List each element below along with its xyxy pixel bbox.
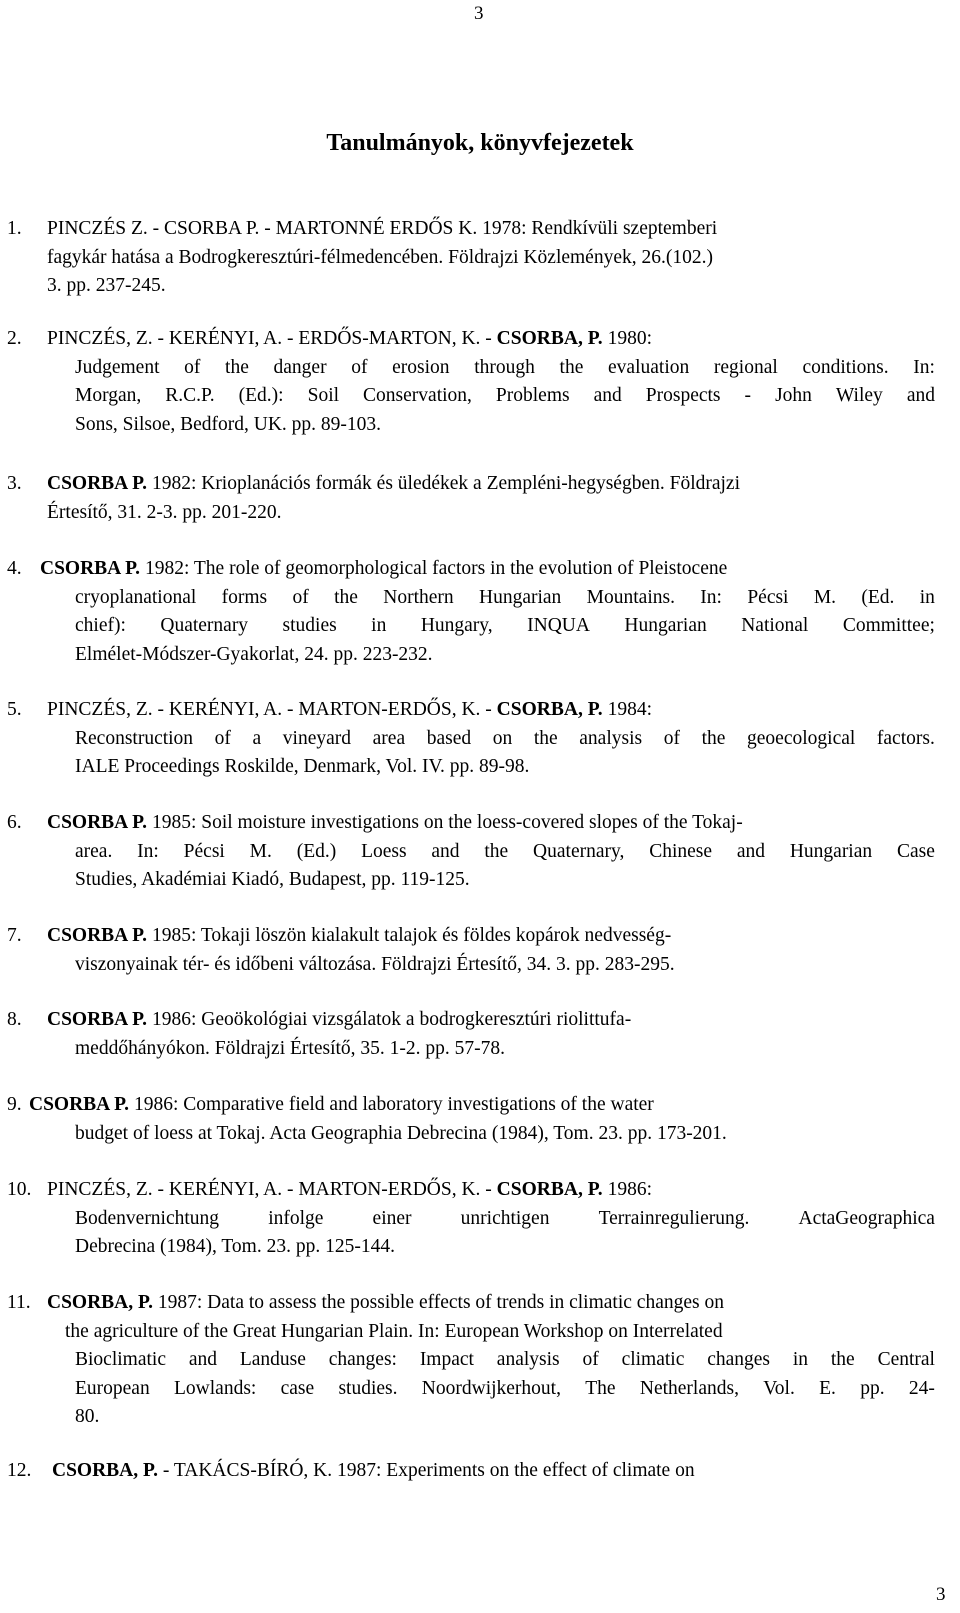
entry-authors: PINCZÉS, Z. - KERÉNYI, A. - MARTON-ERDŐS, K. - <box>47 699 497 720</box>
entry-author-highlight: CSORBA P. <box>47 925 148 946</box>
entry-author-highlight: CSORBA, P. <box>496 328 603 349</box>
entry-first-line <box>47 1289 724 1318</box>
entry-number: 7. <box>7 925 22 946</box>
page-number-top: 3 <box>474 3 484 24</box>
entry-text: 1987: Data to assess the possible effects of trends in climatic changes on <box>153 1292 724 1313</box>
entry-text-line: European Lowlands: case studies. Noordwijkerhout, The Netherlands, Vol. E. pp. 24- <box>75 1377 935 1399</box>
entry-text-line: area. In: Pécsi M. (Ed.) Loess and the Quaternary, Chinese and Hungarian Case <box>75 840 935 862</box>
entry-text-line: viszonyainak tér- és időbeni változása. Földrajzi Értesítő, 34. 3. pp. 283-295. <box>75 953 675 975</box>
entry-text-line: Bioclimatic and Landuse changes: Impact analysis of climatic changes in the Central <box>75 1349 935 1370</box>
entry-text-line: 80. <box>75 1406 100 1427</box>
entry-text-line: Morgan, R.C.P. (Ed.): Soil Conservation, Problems and Prospects - John Wiley and <box>75 385 935 406</box>
entry-text: 1982: The role of geomorphological factors in the evolution of Pleistocene <box>140 558 728 579</box>
entry-number: 12. <box>7 1460 32 1481</box>
entry-first-line <box>47 1176 652 1205</box>
entry-text: 1985: Tokaji löszön kialakult talajok és földes kopárok nedvesség- <box>147 925 672 946</box>
entry-first-line <box>40 555 727 584</box>
entry-text-line: fagykár hatása a Bodrogkeresztúri-félmedencében. Földrajzi Közlemények, 26.(102.) <box>47 246 713 268</box>
entry-text-line: IALE Proceedings Roskilde, Denmark, Vol. IV. pp. 89-98. <box>75 756 530 777</box>
entry-number: 11. <box>7 1292 31 1313</box>
entry-text-line: 3. pp. 237-245. <box>47 275 166 296</box>
entry-text-line: Debrecina (1984), Tom. 23. pp. 125-144. <box>75 1236 395 1257</box>
entry-text-line: chief): Quaternary studies in Hungary, INQUA Hungarian National Committee; <box>75 615 935 636</box>
entry-number: 10. <box>7 1179 32 1200</box>
entry-author-highlight: CSORBA P. <box>47 812 148 833</box>
entry-text-line: PINCZÉS Z. - CSORBA P. - MARTONNÉ ERDŐS K. 1978: Rendkívüli szeptemberi <box>47 218 718 239</box>
entry-number: 1. <box>7 218 22 239</box>
entry-text: - TAKÁCS-BÍRÓ, K. 1987: Experiments on the effect of climate on <box>158 1460 695 1481</box>
entry-author-highlight: CSORBA, P. <box>496 1179 603 1200</box>
entry-number: 8. <box>7 1009 22 1030</box>
entry-number: 5. <box>7 699 22 720</box>
entry-text-line: Judgement of the danger of erosion through the evaluation regional conditions. In: <box>75 356 935 378</box>
entry-text-line: Bodenvernichtung infolge einer unrichtigen Terrainregulierung. ActaGeographica <box>75 1207 935 1229</box>
entry-number: 9. <box>7 1094 22 1115</box>
entry-authors: PINCZÉS, Z. - KERÉNYI, A. - ERDŐS-MARTON, K. - <box>47 328 497 349</box>
entry-text-line: meddőhányókon. Földrajzi Értesítő, 35. 1-2. pp. 57-78. <box>75 1037 506 1059</box>
entry-author-highlight: CSORBA, P. <box>496 699 603 720</box>
entry-first-line <box>47 1006 631 1035</box>
entry-first-line <box>47 470 740 499</box>
page-number-bottom: 3 <box>936 1584 946 1605</box>
entry-text-line: Reconstruction of a vineyard area based on the analysis of the geoecological factors. <box>75 727 935 749</box>
entry-first-line <box>47 325 652 354</box>
entry-first-line <box>29 1091 654 1120</box>
entry-number: 3. <box>7 473 22 494</box>
entry-number: 4. <box>7 558 22 579</box>
entry-first-line <box>52 1457 695 1486</box>
entry-author-highlight: CSORBA P. <box>40 558 141 579</box>
entry-text-line: cryoplanational forms of the Northern Hungarian Mountains. In: Pécsi M. (Ed. in <box>75 586 935 608</box>
entry-text-line: Studies, Akadémiai Kiadó, Budapest, pp. 119-125. <box>75 869 470 890</box>
entry-number: 2. <box>7 328 22 349</box>
entry-text: 1982: Krioplanációs formák és üledékek a Zempléni-hegységben. Földrajzi <box>147 473 741 494</box>
entry-text: 1984: <box>602 699 652 720</box>
entry-text: 1986: Comparative field and laboratory investigations of the water <box>129 1094 654 1115</box>
entry-text: 1986: Geoökológiai vizsgálatok a bodrogkeresztúri riolittufa- <box>147 1009 632 1030</box>
entry-text-line: the agriculture of the Great Hungarian Plain. In: European Workshop on Interrelated <box>65 1320 723 1342</box>
entry-text-line: Értesítő, 31. 2-3. pp. 201-220. <box>47 501 282 523</box>
entry-text: 1980: <box>602 328 652 349</box>
entry-number: 6. <box>7 812 22 833</box>
entry-author-highlight: CSORBA P. <box>47 1009 148 1030</box>
entry-first-line <box>47 696 652 725</box>
entry-first-line <box>47 809 743 838</box>
entry-author-highlight: CSORBA P. <box>47 473 148 494</box>
entry-author-highlight: CSORBA P. <box>29 1094 130 1115</box>
entry-text-line: Elmélet-Módszer-Gyakorlat, 24. pp. 223-232. <box>75 643 433 665</box>
page-title: Tanulmányok, könyvfejezetek <box>326 130 634 156</box>
entry-text: 1985: Soil moisture investigations on the loess-covered slopes of the Tokaj- <box>147 812 743 833</box>
entry-first-line <box>47 922 671 951</box>
entry-authors: PINCZÉS, Z. - KERÉNYI, A. - MARTON-ERDŐS, K. - <box>47 1179 497 1200</box>
entry-author-highlight: CSORBA, P. <box>52 1460 159 1481</box>
entry-text: 1986: <box>602 1179 652 1200</box>
entry-text-line: Sons, Silsoe, Bedford, UK. pp. 89-103. <box>75 413 382 435</box>
entry-text-line: budget of loess at Tokaj. Acta Geographia Debrecina (1984), Tom. 23. pp. 173-201. <box>75 1122 727 1144</box>
entry-author-highlight: CSORBA, P. <box>47 1292 154 1313</box>
